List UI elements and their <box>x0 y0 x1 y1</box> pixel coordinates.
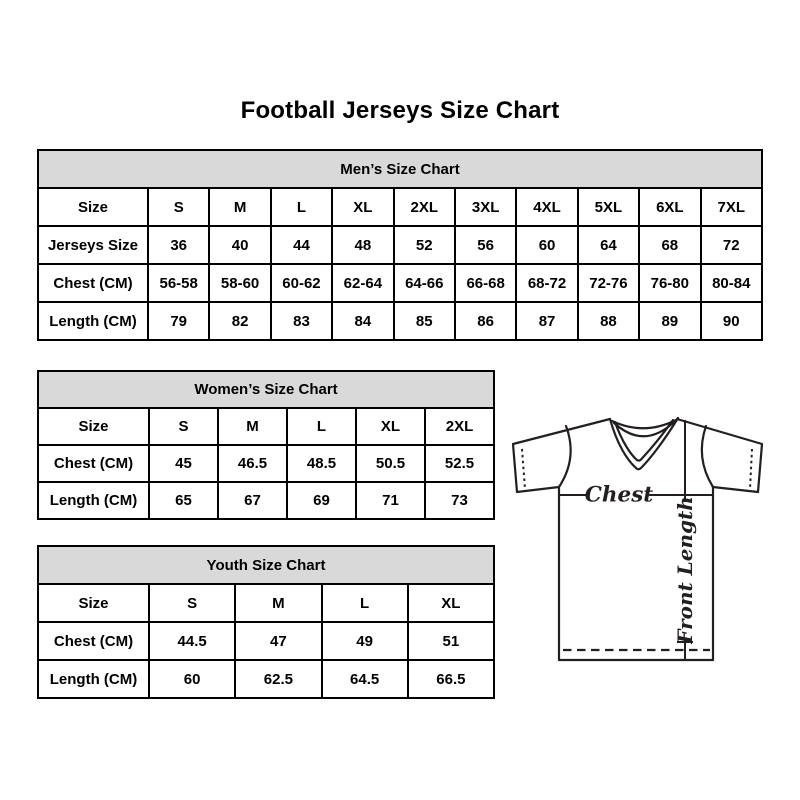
mens-table-title: Men’s Size Chart <box>38 150 762 188</box>
table-cell: 68-72 <box>516 264 577 302</box>
table-cell: 66.5 <box>408 660 494 698</box>
womens-table <box>37 370 495 520</box>
table-row <box>38 482 494 519</box>
table-cell: 56-58 <box>148 264 209 302</box>
table-cell: 60 <box>149 660 235 698</box>
youth-table <box>37 545 495 699</box>
table-cell: 52.5 <box>425 445 494 482</box>
table-cell: 85 <box>394 302 455 340</box>
table-cell: L <box>271 188 332 226</box>
table-cell: 58-60 <box>209 264 270 302</box>
table-row <box>38 408 494 445</box>
page-title: Football Jerseys Size Chart <box>240 97 560 124</box>
table-cell: S <box>149 408 218 445</box>
table-cell: 66-68 <box>455 264 516 302</box>
table-cell: 46.5 <box>218 445 287 482</box>
table-cell: 86 <box>455 302 516 340</box>
mens-size-table <box>37 149 763 341</box>
table-cell: 60 <box>516 226 577 264</box>
table-row <box>38 302 762 340</box>
jersey-right-armhole-seam <box>702 426 713 487</box>
table-cell: 47 <box>235 622 321 660</box>
table-row <box>38 622 494 660</box>
table-cell: S <box>149 584 235 622</box>
row-header-cell: Length (CM) <box>38 660 149 698</box>
jersey-left-cuff-dash <box>522 449 525 489</box>
table-cell: 90 <box>701 302 762 340</box>
table-cell: 50.5 <box>356 445 425 482</box>
table-cell: 60-62 <box>271 264 332 302</box>
mens-table <box>37 149 763 341</box>
jersey-left-armhole-seam <box>559 426 571 487</box>
row-header-cell: Size <box>38 408 149 445</box>
table-cell: 3XL <box>455 188 516 226</box>
table-cell: 84 <box>332 302 393 340</box>
table-cell: 62.5 <box>235 660 321 698</box>
table-cell: 67 <box>218 482 287 519</box>
table-row <box>38 584 494 622</box>
table-cell: M <box>209 188 270 226</box>
row-header-cell: Size <box>38 584 149 622</box>
youth-table-title: Youth Size Chart <box>38 546 494 584</box>
table-cell: 4XL <box>516 188 577 226</box>
table-cell: L <box>322 584 408 622</box>
table-cell: 7XL <box>701 188 762 226</box>
row-header-cell: Length (CM) <box>38 482 149 519</box>
table-row <box>38 188 762 226</box>
chest-label: Chest <box>584 482 654 508</box>
table-row <box>38 226 762 264</box>
table-title-row <box>38 150 762 188</box>
table-cell: 2XL <box>394 188 455 226</box>
row-header-cell: Size <box>38 188 148 226</box>
jersey-right-sleeve <box>677 419 762 492</box>
jersey-measurement-diagram <box>505 398 775 688</box>
womens-table-title: Women’s Size Chart <box>38 371 494 408</box>
table-cell: 45 <box>149 445 218 482</box>
table-cell: 36 <box>148 226 209 264</box>
row-header-cell: Chest (CM) <box>38 445 149 482</box>
front-length-label: Front Length <box>673 496 697 644</box>
table-cell: 79 <box>148 302 209 340</box>
table-cell: 68 <box>639 226 700 264</box>
table-cell: 5XL <box>578 188 639 226</box>
table-cell: 73 <box>425 482 494 519</box>
table-title-row <box>38 546 494 584</box>
table-cell: 80-84 <box>701 264 762 302</box>
jersey-diagram-svg <box>505 398 775 688</box>
table-cell: 64-66 <box>394 264 455 302</box>
table-cell: 83 <box>271 302 332 340</box>
table-cell: 65 <box>149 482 218 519</box>
table-cell: 82 <box>209 302 270 340</box>
table-cell: 51 <box>408 622 494 660</box>
table-cell: S <box>148 188 209 226</box>
womens-size-table <box>37 370 495 520</box>
table-cell: 87 <box>516 302 577 340</box>
row-header-cell: Jerseys Size <box>38 226 148 264</box>
row-header-cell: Length (CM) <box>38 302 148 340</box>
table-cell: 49 <box>322 622 408 660</box>
table-title-row <box>38 371 494 408</box>
table-cell: XL <box>356 408 425 445</box>
table-row <box>38 264 762 302</box>
table-row <box>38 660 494 698</box>
table-cell: 72-76 <box>578 264 639 302</box>
table-row <box>38 445 494 482</box>
table-cell: 64.5 <box>322 660 408 698</box>
table-cell: XL <box>332 188 393 226</box>
table-cell: 62-64 <box>332 264 393 302</box>
table-cell: 52 <box>394 226 455 264</box>
table-cell: M <box>235 584 321 622</box>
table-cell: 2XL <box>425 408 494 445</box>
table-cell: 64 <box>578 226 639 264</box>
youth-size-table <box>37 545 495 699</box>
table-cell: 44 <box>271 226 332 264</box>
table-cell: 40 <box>209 226 270 264</box>
table-cell: L <box>287 408 356 445</box>
table-cell: 69 <box>287 482 356 519</box>
table-cell: 56 <box>455 226 516 264</box>
table-cell: XL <box>408 584 494 622</box>
table-cell: 76-80 <box>639 264 700 302</box>
table-cell: 72 <box>701 226 762 264</box>
row-header-cell: Chest (CM) <box>38 264 148 302</box>
row-header-cell: Chest (CM) <box>38 622 149 660</box>
table-cell: M <box>218 408 287 445</box>
table-cell: 88 <box>578 302 639 340</box>
table-cell: 71 <box>356 482 425 519</box>
table-cell: 6XL <box>639 188 700 226</box>
table-cell: 89 <box>639 302 700 340</box>
jersey-right-cuff-dash <box>750 449 752 489</box>
table-cell: 44.5 <box>149 622 235 660</box>
table-cell: 48 <box>332 226 393 264</box>
table-cell: 48.5 <box>287 445 356 482</box>
